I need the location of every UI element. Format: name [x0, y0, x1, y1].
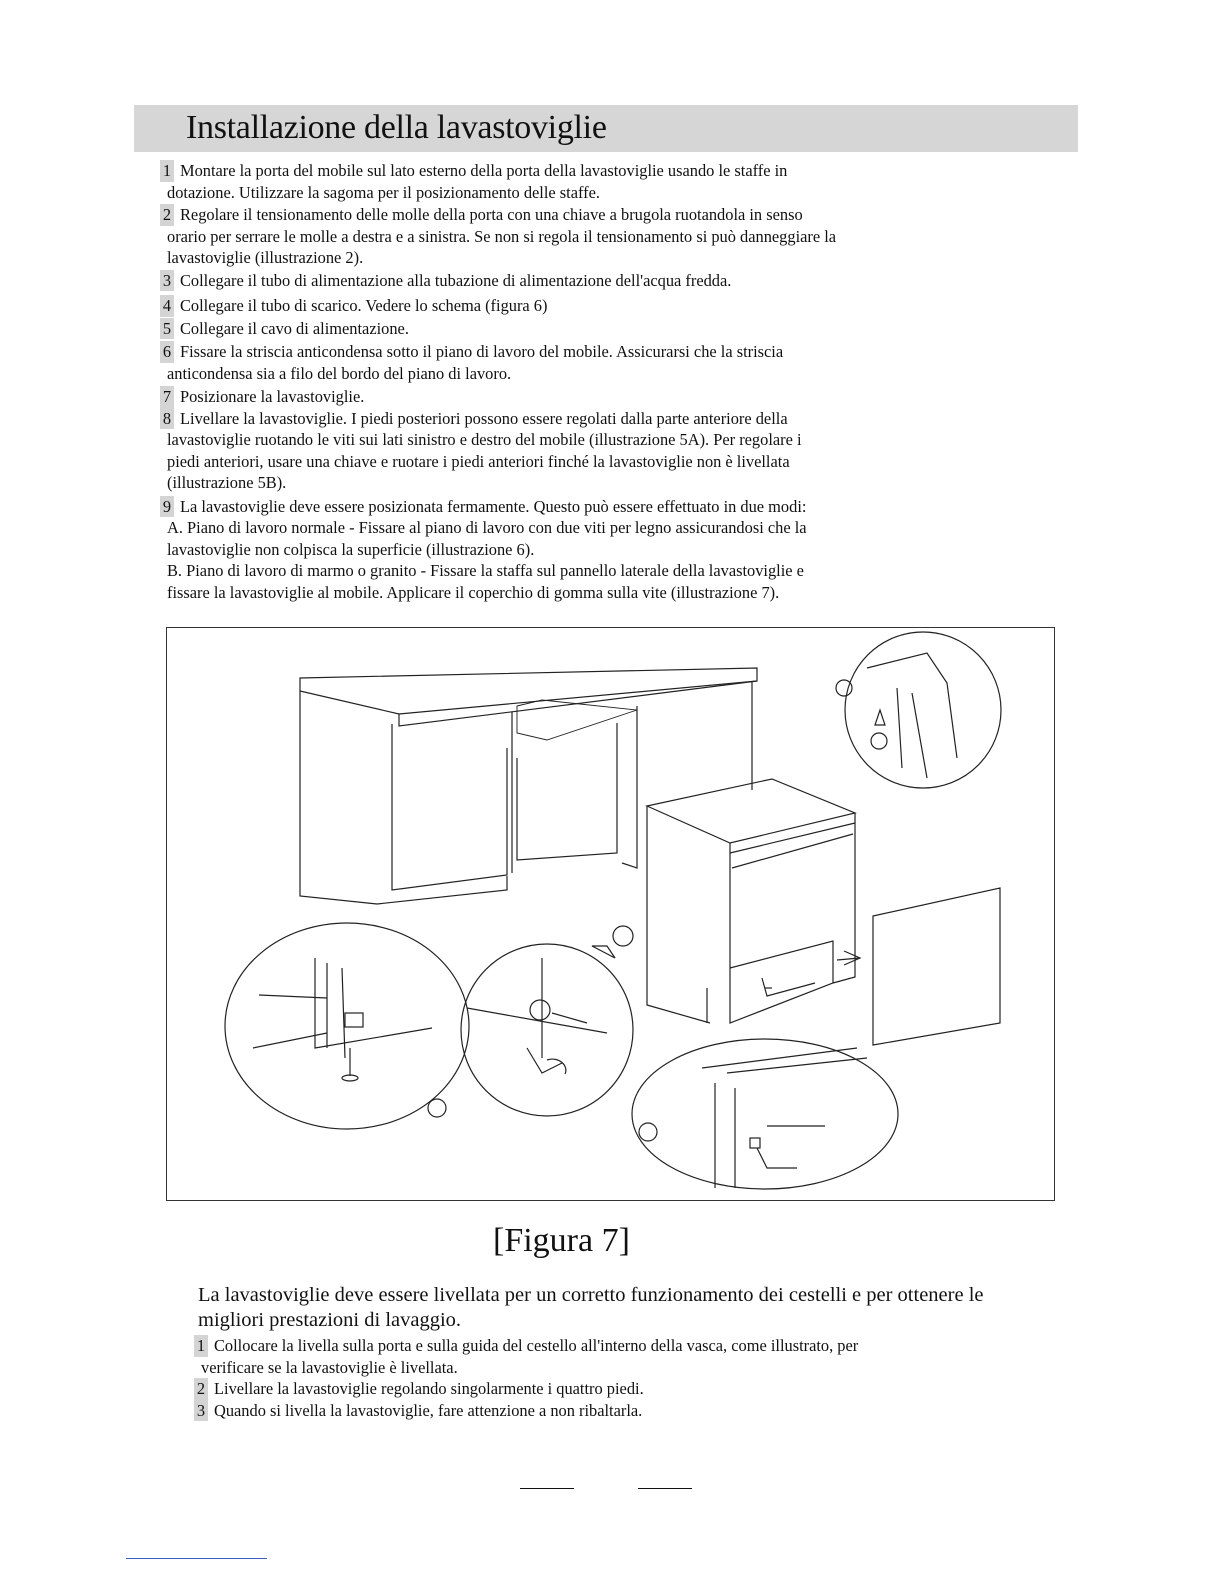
step-text-continued: piedi anteriori, usare una chiave e ruotare i piedi anteriori finché la lavastoviglie non è livellata — [167, 451, 790, 471]
page-title: Installazione della lavastoviglie — [186, 109, 607, 146]
step-number: 3 — [160, 270, 174, 292]
installation-steps — [160, 160, 940, 603]
step-item — [194, 1400, 994, 1422]
step-item — [194, 1335, 994, 1378]
step-text-continued: B. Piano di lavoro di marmo o granito - Fissare la staffa sul pannello laterale della lavastoviglie e — [167, 561, 804, 580]
step-number: 1 — [160, 160, 174, 182]
step-number: 2 — [160, 204, 174, 226]
step-text: Montare la porta del mobile sul lato esterno della porta della lavastoviglie usando le staffe in — [180, 161, 788, 180]
footer-rule-right — [638, 1488, 692, 1489]
step-text: Livellare la lavastoviglie. I piedi posteriori possono essere regolati dalla parte anteriore della — [180, 408, 788, 428]
step-text-continued: lavastoviglie (illustrazione 2). — [167, 248, 364, 267]
step-text: Posizionare la lavastoviglie. — [180, 387, 365, 406]
cabinet-drawing — [300, 668, 757, 904]
installation-illustration — [167, 628, 1054, 1200]
step-item — [160, 318, 940, 340]
step-text-continued: lavastoviglie non colpisca la superficie (illustrazione 6). — [167, 539, 535, 559]
detail-ellipse-right — [632, 1039, 898, 1189]
step-number: 5 — [160, 318, 174, 340]
step-text-continued: A. Piano di lavoro normale - Fissare al piano di lavoro con due viti per legno assicurandosi che la — [167, 518, 807, 537]
step-text-continued: verificare se la lavastoviglie è livellata. — [201, 1357, 458, 1377]
step-text: Livellare la lavastoviglie regolando singolarmente i quattro piedi. — [214, 1379, 644, 1398]
step-item — [194, 1378, 994, 1400]
detail-circle-top — [836, 632, 1001, 788]
step-number: 7 — [160, 386, 174, 408]
step-item — [160, 270, 940, 292]
step-number: 2 — [194, 1378, 208, 1400]
section-header — [134, 105, 1078, 152]
step-number: 1 — [194, 1335, 208, 1357]
step-item — [160, 295, 940, 317]
step-number: 9 — [160, 496, 174, 518]
step-number: 8 — [160, 408, 174, 430]
footer-rule-left — [520, 1488, 574, 1489]
step-text: Collocare la livella sulla porta e sulla guida del cestello all'interno della vasca, come illustrato, per — [214, 1336, 859, 1355]
door-panel-drawing — [873, 888, 1000, 1045]
step-item — [160, 386, 940, 408]
step-text-continued: fissare la lavastoviglie al mobile. Applicare il coperchio di gomma sulla vite (illustrazione 7). — [167, 582, 780, 602]
step-text: Quando si livella la lavastoviglie, fare attenzione a non ribaltarla. — [214, 1400, 643, 1420]
dishwasher-drawing — [592, 779, 860, 1023]
step-text: Collegare il cavo di alimentazione. — [180, 318, 409, 338]
detail-circle-middle — [461, 944, 633, 1116]
step-item — [160, 496, 940, 604]
step-text-continued: orario per serrare le molle a destra e a sinistra. Se non si regola il tensionamento si può danneggiare la — [167, 226, 837, 246]
step-text: Regolare il tensionamento delle molle della porta con una chiave a brugola ruotandola in senso — [180, 205, 803, 224]
figure-caption: [Figura 7] — [493, 1222, 630, 1259]
leveling-steps — [194, 1335, 994, 1421]
step-number: 3 — [194, 1400, 208, 1422]
step-text-continued: lavastoviglie ruotando le viti sui lati sinistro e destro del mobile (illustrazione 5A). Per regolare i — [167, 430, 802, 449]
step-text: Fissare la striscia anticondensa sotto il piano di lavoro del mobile. Assicurarsi che la striscia — [180, 342, 784, 361]
step-text-continued: (illustrazione 5B). — [167, 473, 287, 492]
step-number: 6 — [160, 341, 174, 363]
step-text-continued: dotazione. Utilizzare la sagoma per il posizionamento delle staffe. — [167, 182, 600, 202]
step-text: Collegare il tubo di scarico. Vedere lo schema (figura 6) — [180, 296, 548, 315]
footer-link-underline — [126, 1558, 267, 1559]
installation-figure — [166, 627, 1055, 1201]
step-item — [160, 204, 940, 269]
step-item — [160, 160, 940, 203]
step-text: Collegare il tubo di alimentazione alla tubazione di alimentazione dell'acqua fredda. — [180, 270, 732, 290]
detail-ellipse-left — [225, 923, 469, 1129]
step-item — [160, 408, 940, 494]
step-text-continued: anticondensa sia a filo del bordo del piano di lavoro. — [167, 363, 512, 383]
leveling-intro: La lavastoviglie deve essere livellata per un corretto funzionamento dei cestelli e per ottenere le migliori prestazioni di lavaggio. — [198, 1284, 984, 1331]
step-number: 4 — [160, 295, 174, 317]
step-text: La lavastoviglie deve essere posizionata fermamente. Questo può essere effettuato in due modi: — [180, 496, 807, 516]
step-item — [160, 341, 940, 384]
